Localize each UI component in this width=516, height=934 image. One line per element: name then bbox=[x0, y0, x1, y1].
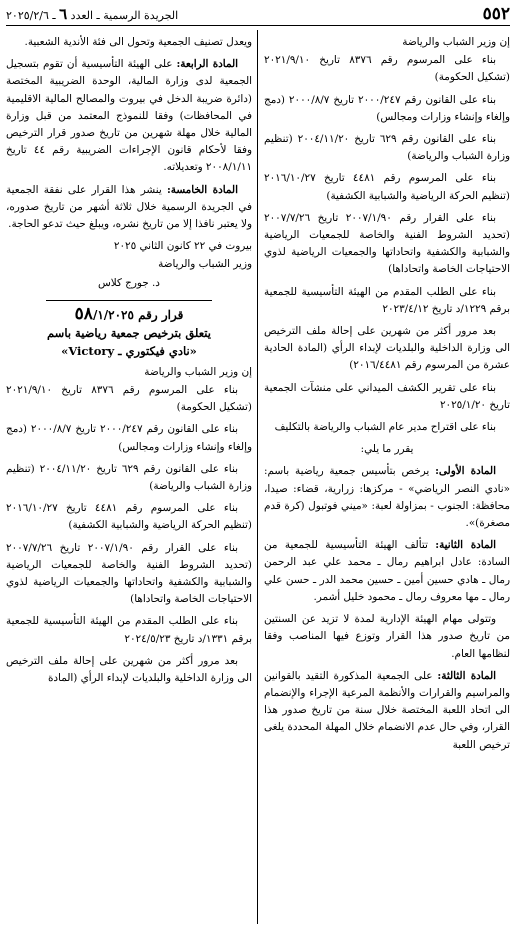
gazette-title: الجريدة الرسمية ـ العدد ٦ ـ ٢٠٢٥/٢/٦ bbox=[6, 5, 179, 23]
paragraph-text: بعد مرور أكثر من شهرين على إحالة ملف الترخيص الى وزارة الداخلية والبلديات لإبداء الرأي (المادة bbox=[6, 654, 252, 685]
paragraph-text: بناء على القرار رقم ٢٠٠٧/١/٩٠ تاريخ ٢٠٠٧/٧/٢٦ (تحديد الشروط الفنية والخاصة للجمعيات الرياضية والشبابية والكشفية واتحاداتها والجمعيات الرياضية لذوي الاحتياجات الخاصة واتحاداها) bbox=[264, 211, 510, 276]
paragraph-text: ويعدل تصنيف الجمعية وتحول الى فئة الأندية الشعبية. bbox=[24, 36, 252, 48]
paragraph bbox=[264, 52, 510, 86]
paragraph bbox=[264, 34, 510, 51]
page-header bbox=[6, 3, 510, 26]
paragraph bbox=[6, 382, 252, 416]
paragraph-text: بيروت في ٢٢ كانون الثاني ٢٠٢٥ bbox=[113, 240, 252, 253]
article-label: المادة الثالثة: bbox=[437, 669, 497, 682]
decision-body bbox=[6, 364, 252, 687]
gazette-name: الجريدة الرسمية ـ العدد bbox=[70, 9, 179, 22]
article-paragraph bbox=[264, 537, 510, 606]
paragraph bbox=[264, 380, 510, 414]
previous-decision-end bbox=[6, 34, 252, 292]
paragraph-text: بناء على الطلب المقدم من الهيئة التأسيسية للجمعية برقم ١٣٣١/د تاريخ ٢٠٢٤/٥/٢٣ bbox=[6, 615, 252, 645]
paragraph-text: بناء على اقتراح مدير عام الشباب والرياضة بالتكليف bbox=[274, 421, 496, 434]
paragraph bbox=[6, 364, 252, 381]
paragraph-text: وتتولى مهام الهيئة الإدارية لمدة لا تزيد عن السنتين من تاريخ صدور هذا القرار وتوزع فيها المناصب وفقا لنظامها العام. bbox=[264, 613, 510, 660]
paragraph-text: على الجمعية المذكورة التقيد بالقوانين والمراسيم والقرارات والأنظمة المرعية الإجراء والإنضمام الى اتحاد اللعبة المختصة خلال سنة من تاريخ صدور هذا القرار، وفي حال عدم الانضمام خلال المهلة المحددة يلغى ترخيص اللعبة bbox=[264, 669, 510, 751]
decision-title bbox=[6, 305, 252, 324]
paragraph bbox=[6, 256, 252, 273]
paragraph-text: وزير الشباب والرياضة bbox=[158, 258, 252, 271]
left-column bbox=[6, 34, 252, 928]
paragraph-text: بناء على المرسوم رقم ٤٤٨١ تاريخ ٢٠١٦/١٠/٢٧ (تنظيم الحركة الرياضية والشبابية الكشفية) bbox=[6, 502, 252, 532]
paragraph-text: بناء على القانون رقم ٦٢٩ تاريخ ٢٠٠٤/١١/٢٠ (تنظيم وزارة الشباب والرياضة) bbox=[6, 462, 252, 493]
page-number: ٥٥٢ bbox=[482, 4, 510, 24]
paragraph bbox=[264, 611, 510, 663]
paragraph bbox=[6, 421, 252, 455]
article-paragraph bbox=[264, 463, 510, 532]
paragraph-text: بناء على الطلب المقدم من الهيئة التأسيسية للجمعية برقم ١٢٢٩/د تاريخ ٢٠٢٣/٤/١٢ bbox=[264, 285, 510, 315]
paragraph bbox=[6, 238, 252, 255]
paragraph bbox=[264, 92, 510, 126]
paragraph-text: بناء على القانون رقم ٦٢٩ تاريخ ٢٠٠٤/١١/٢٠ (تنظيم وزارة الشباب والرياضة) bbox=[264, 133, 510, 163]
paragraph-text: بناء على المرسوم رقم ٤٤٨١ تاريخ ٢٠١٦/١٠/٢٧ (تنظيم الحركة الرياضية والشبابية الكشفية) bbox=[264, 172, 510, 202]
right-column bbox=[264, 34, 510, 928]
paragraph bbox=[6, 275, 252, 292]
paragraph-text: إن وزير الشباب والرياضة bbox=[144, 365, 252, 378]
paragraph bbox=[6, 653, 252, 687]
issue-date: ٢٠٢٥/٢/٦ bbox=[6, 9, 49, 22]
paragraph bbox=[6, 540, 252, 609]
association-name: «نادي فيكتوري ـ Victory» bbox=[61, 343, 197, 358]
decision-prefix: قرار رقم bbox=[138, 307, 184, 322]
paragraph-text: يرخص بتأسيس جمعية رياضية باسم: «نادي النصر الرياضي» - مركزها: زرارية، قضاء: صيدا، محافظة: الجنوب - بمزاولة لعبة: «ميني فوتبول (كرة قدم مصغرة)». bbox=[264, 465, 510, 530]
paragraph-text: إن وزير الشباب والرياضة bbox=[402, 36, 510, 48]
article-paragraph bbox=[264, 668, 510, 754]
paragraph-text: د. جورج كلاس bbox=[98, 276, 160, 289]
column-divider bbox=[257, 30, 258, 924]
decision-separator bbox=[46, 300, 212, 301]
paragraph bbox=[6, 34, 252, 51]
paragraph bbox=[264, 170, 510, 204]
paragraph bbox=[6, 461, 252, 495]
article-label: المادة الرابعة: bbox=[176, 58, 238, 71]
paragraph-text: على الهيئة التأسيسية أن تقوم بتسجيل الجمعية لدى وزارة المالية، الوحدة الضريبية المختصة (دائرة ضريبة الدخل في بيروت والمصالح المالية الاقليمية في المحافظات) وفقا للنموذج المعتمد من قبل وزارة المالية خلال مهلة شهرين من تاريخ صدور قرار الترخيص وفقا لأحكام قانون الإجراءات الضريبية رقم ٤٤ تاريخ ٢٠٠٨/١/١١ وتعديلاته. bbox=[6, 58, 252, 174]
paragraph-text: بناء على القانون رقم ٢٠٠٠/٢٤٧ تاريخ ٢٠٠٠/٨/٧ (دمج وإلغاء وإنشاء وزارات ومجالس) bbox=[6, 423, 252, 453]
article-paragraph bbox=[6, 56, 252, 176]
paragraph-text: بناء على المرسوم رقم ٨٣٧٦ تاريخ ٢٠٢١/٩/١٠ (تشكيل الحكومة) bbox=[6, 384, 252, 414]
decision-subject: يتعلق بترخيص جمعية رياضية باسم bbox=[47, 325, 211, 340]
paragraph bbox=[264, 131, 510, 165]
paragraph-text: بناء على القرار رقم ٢٠٠٧/١/٩٠ تاريخ ٢٠٠٧/٧/٢٦ (تحديد الشروط الفنية والخاصة للجمعيات الرياضية والشبابية والكشفية واتحاداتها والجمعيات الرياضية لذوي الاحتياجات الخاصة واتحاداها) bbox=[6, 541, 252, 606]
paragraph-text: بناء على القانون رقم ٢٠٠٠/٢٤٧ تاريخ ٢٠٠٠/٨/٧ (دمج وإلغاء وإنشاء وزارات ومجالس) bbox=[264, 93, 510, 123]
paragraph-text: يقرر ما يلي: bbox=[360, 443, 414, 456]
paragraph bbox=[6, 613, 252, 647]
paragraph-text: بناء على المرسوم رقم ٨٣٧٦ تاريخ ٢٠٢١/٩/١٠ (تشكيل الحكومة) bbox=[264, 54, 510, 84]
paragraph bbox=[6, 500, 252, 534]
paragraph-text: تتألف الهيئة التأسيسية للجمعية من السادة: عادل ابراهيم رمال ـ محمد علي عبد الرحمن رمال ـ هادي حسين أمين ـ حسين محمد الدر ـ حسن علي رمال ـ مها معروف رمال ـ محمود خليل أشمر. bbox=[264, 539, 510, 603]
article-label: المادة الأولى: bbox=[435, 465, 496, 478]
decision-number-suffix: /١/٢٠٢٥ bbox=[92, 307, 134, 322]
issue-number: ٦ bbox=[59, 5, 68, 23]
paragraph bbox=[264, 323, 510, 375]
paragraph-text: ينشر هذا القرار على نفقة الجمعية في الجريدة الرسمية خلال ثلاثة أشهر من تاريخ صدوره، ولا يعتبر نافذا إلا من تاريخ نشره، ويبلغ حيث تدعو الحاجة. bbox=[6, 183, 252, 231]
paragraph-text: بعد مرور أكثر من شهرين على إحالة ملف الترخيص الى وزارة الداخلية والبلديات لإبداء الرأي (المادة الحادية عشرة من المرسوم رقم ٢٠١٦/٤٤٨١) bbox=[264, 325, 510, 372]
decision-number: ٥٨ bbox=[74, 303, 93, 324]
paragraph-text: بناء على تقرير الكشف الميداني على منشآت الجمعية تاريخ ٢٠٢٥/١/٢٠ bbox=[264, 381, 510, 411]
paragraph bbox=[264, 419, 510, 436]
paragraph bbox=[264, 210, 510, 279]
article-paragraph bbox=[6, 182, 252, 234]
paragraph bbox=[264, 441, 510, 458]
article-label: المادة الخامسة: bbox=[166, 183, 238, 196]
article-label: المادة الثانية: bbox=[435, 539, 497, 552]
paragraph bbox=[264, 284, 510, 318]
